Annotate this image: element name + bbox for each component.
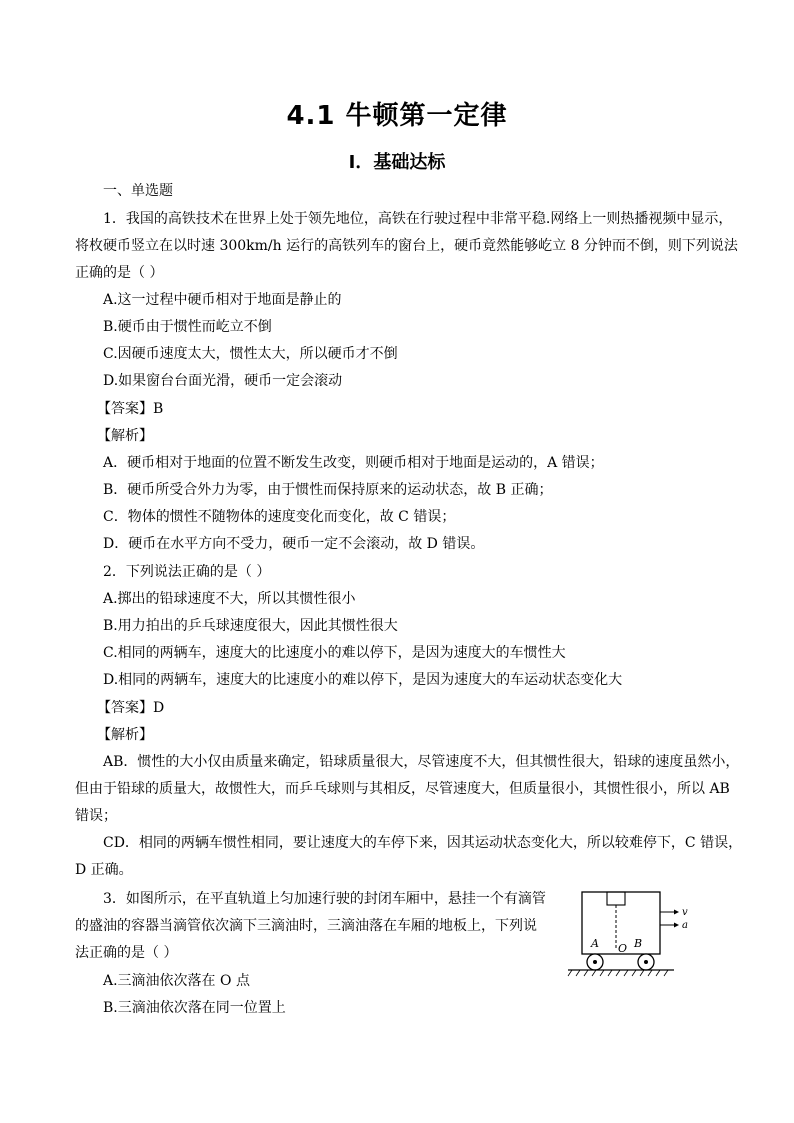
point-a-label: A [591, 937, 599, 950]
q2-answer: 【答案】D [97, 700, 165, 716]
q1-stem-line-2: 将枚硬币竖立在以时速 300km/h 运行的高铁列车的窗台上，硬币竟然能够屹立 8 分钟而不倒，则下列说法 [75, 238, 738, 254]
q1-analysis-b: B．硬币所受合外力为零，由于惯性而保持原来的运动状态，故 B 正确； [103, 482, 553, 498]
railway-car-figure [562, 888, 692, 980]
q1-answer: 【答案】B [97, 401, 164, 417]
q2-analysis-cd-line-2: D 正确。 [75, 862, 133, 878]
q3-stem-line-2: 的盛油的容器当滴管依次滴下三滴油时，三滴油落在车厢的地板上，下列说 [75, 918, 537, 934]
q1-analysis-c: C．物体的惯性不随物体的速度变化而变化，故 C 错误； [103, 509, 456, 525]
point-o-label: O [618, 942, 628, 955]
q2-analysis-cd-line-1: CD．相同的两辆车惯性相同，要让速度大的车停下来，因其运动状态变化大，所以较难停下，C 错误， [103, 835, 743, 851]
q1-analysis-label: 【解析】 [97, 428, 153, 444]
q2-option-a: A.掷出的铅球速度不大，所以其惯性很小 [103, 591, 356, 607]
acceleration-label: a [682, 920, 688, 931]
section-heading: Ⅰ．基础达标 [348, 152, 446, 173]
page-title: 4.1 牛顿第一定律 [286, 101, 508, 131]
q3-stem-line-1: 3．如图所示，在平直轨道上匀加速行驶的封闭车厢中，悬挂一个有滴管 [103, 891, 546, 907]
q2-option-b: B.用力拍出的乒乓球速度很大，因此其惯性很大 [103, 618, 398, 634]
q2-analysis-label: 【解析】 [97, 727, 153, 743]
q2-stem: 2．下列说法正确的是（ ） [103, 564, 271, 580]
question-type-label: 一、单选题 [103, 183, 173, 199]
q1-stem-line-3: 正确的是（ ） [75, 265, 164, 281]
q2-option-c: C.相同的两辆车，速度大的比速度小的难以停下，是因为速度大的车惯性大 [103, 645, 566, 661]
q2-analysis-ab-line-3: 错误； [75, 808, 117, 824]
q2-option-d: D.相同的两辆车，速度大的比速度小的难以停下，是因为速度大的车运动状态变化大 [103, 672, 623, 688]
q3-stem-line-3: 法正确的是（ ） [75, 945, 178, 961]
q1-option-b: B.硬币由于惯性而屹立不倒 [103, 319, 272, 335]
q1-analysis-d: D．硬币在水平方向不受力，硬币一定不会滚动，故 D 错误。 [103, 536, 485, 552]
q1-option-d: D.如果窗台台面光滑，硬币一定会滚动 [103, 373, 343, 389]
point-b-label: B [634, 937, 643, 950]
q1-stem-line-1: 1．我国的高铁技术在世界上处于领先地位，高铁在行驶过程中非常平稳.网络上一则热播视频中显示， [103, 211, 733, 227]
q1-option-c: C.因硬币速度太大，惯性太大，所以硬币才不倒 [103, 346, 398, 362]
q2-analysis-ab-line-2: 但由于铅球的质量大，故惯性大，而乒乓球则与其相反，尽管速度大，但质量很小，其惯性很小，所以 AB [75, 781, 730, 797]
q1-analysis-a: A．硬币相对于地面的位置不断发生改变，则硬币相对于地面是运动的，A 错误； [103, 455, 604, 471]
q3-option-b: B.三滴油依次落在同一位置上 [103, 1000, 286, 1016]
q1-option-a: A.这一过程中硬币相对于地面是静止的 [103, 292, 342, 308]
q3-option-a: A.三滴油依次落在 O 点 [103, 973, 250, 989]
q2-analysis-ab-line-1: AB．惯性的大小仅由质量来确定，铅球质量很大，尽管速度不大，但其惯性很大，铅球的速度虽然小， [103, 754, 740, 770]
velocity-label: v [682, 907, 688, 918]
